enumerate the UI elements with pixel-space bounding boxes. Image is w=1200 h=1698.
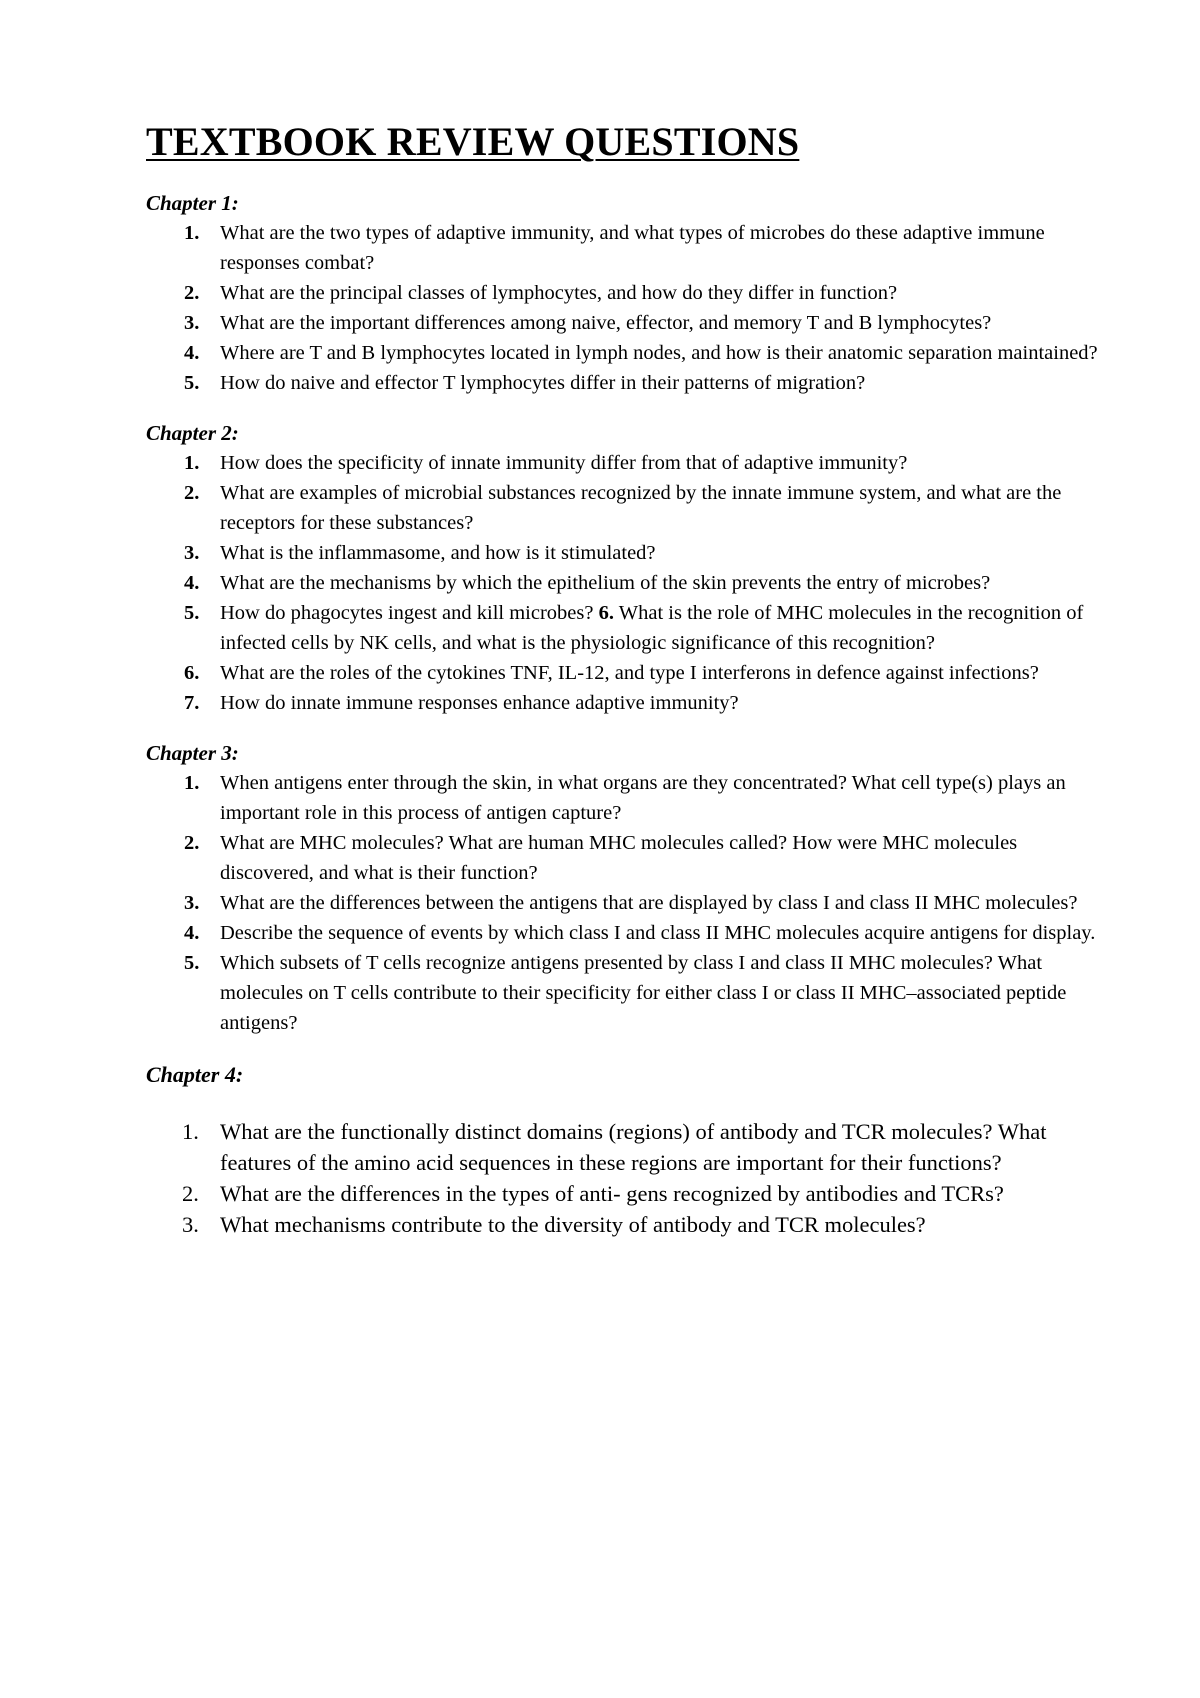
question-number: 4. [184,572,200,594]
chapter-3-section [146,738,1100,1038]
question-text: What are MHC molecules? What are human MHC molecules called? How were MHC molecules discovered, and what is their function? [220,832,1018,884]
question-text: What is the inflammasome, and how is it stimulated? [220,542,656,564]
question-item [146,308,1100,338]
question-text: How do naive and effector T lymphocytes differ in their patterns of migration? [220,372,866,394]
question-text: How do innate immune responses enhance adaptive immunity? [220,692,739,714]
question-number: 7. [184,692,200,714]
question-number: 1. [182,1119,199,1144]
question-text: What are the two types of adaptive immunity, and what types of microbes do these adaptive immune responses combat? [220,222,1045,274]
chapter-4-section [146,1060,1100,1240]
chapter-1-section [146,188,1100,398]
question-list [146,1116,1100,1240]
question-text: What are the functionally distinct domains (regions) of antibody and TCR molecules? What features of the amino acid sequences in these regions are important for their functions? [220,1119,1047,1175]
question-text: What are the principal classes of lymphocytes, and how do they differ in function? [220,282,898,304]
question-number: 2. [182,1181,199,1206]
chapter-2-section [146,418,1100,718]
question-item [146,888,1100,918]
question-text: When antigens enter through the skin, in what organs are they concentrated? What cell type(s) plays an important role in this process of antigen capture? [220,772,1066,824]
question-item [146,368,1100,398]
question-item [146,448,1100,478]
question-text: What are examples of microbial substances recognized by the innate immune system, and what are the receptors for these substances? [220,482,1062,534]
question-text: What are the roles of the cytokines TNF, IL-12, and type I interferons in defence against infections? [220,662,1039,684]
question-item [146,768,1100,828]
chapter-heading: Chapter 4: [146,1062,244,1087]
question-item [146,278,1100,308]
document-title: TEXTBOOK REVIEW QUESTIONS [146,119,800,164]
question-item [146,338,1100,368]
chapter-heading: Chapter 3: [146,741,239,765]
question-item [146,1178,1100,1209]
question-number: 3. [184,542,200,564]
inline-question-number: 6. [598,602,614,624]
question-number: 3. [184,312,200,334]
question-number: 5. [184,602,200,624]
question-number: 2. [184,832,200,854]
question-number: 3. [184,892,200,914]
question-text: What are the differences between the antigens that are displayed by class I and class II MHC molecules? [220,892,1078,914]
question-text: Which subsets of T cells recognize antigens presented by class I and class II MHC molecules? What molecules on T cells contribute to their specificity for either class I or class II MHC–associated peptide antigens? [220,952,1067,1034]
question-text-part: What is the role of MHC molecules in the recognition of infected cells by NK cells, and what is the physiologic significance of this recognition? [220,602,1084,654]
question-text: What are the important differences among naive, effector, and memory T and B lymphocytes? [220,312,992,334]
question-text-part: How do phagocytes ingest and kill microbes? [220,602,594,624]
question-text: What are the differences in the types of anti- gens recognized by antibodies and TCRs? [220,1181,1004,1206]
question-text: Describe the sequence of events by which class I and class II MHC molecules acquire antigens for display. [220,922,1096,944]
question-item [146,218,1100,278]
question-number: 1. [184,452,200,474]
question-text: What are the mechanisms by which the epithelium of the skin prevents the entry of microbes? [220,572,991,594]
question-item [146,948,1100,1038]
question-item [146,538,1100,568]
question-list [146,768,1100,1038]
question-number: 6. [184,662,200,684]
question-number: 1. [184,772,200,794]
question-text: What mechanisms contribute to the diversity of antibody and TCR molecules? [220,1212,926,1237]
question-item [146,1116,1100,1178]
question-number: 4. [184,342,200,364]
chapter-heading: Chapter 2: [146,421,239,445]
question-number: 4. [184,922,200,944]
question-item [146,568,1100,598]
question-item [146,918,1100,948]
question-text: Where are T and B lymphocytes located in lymph nodes, and how is their anatomic separation maintained? [220,342,1098,364]
question-number: 5. [184,952,200,974]
question-number: 1. [184,222,200,244]
question-item [146,598,1100,658]
question-item [146,1209,1100,1240]
question-item [146,828,1100,888]
chapter-heading: Chapter 1: [146,191,239,215]
question-number: 5. [184,372,200,394]
question-number: 2. [184,482,200,504]
question-item [146,658,1100,688]
question-item [146,688,1100,718]
question-text [220,598,1100,658]
question-list [146,448,1100,718]
question-text: How does the specificity of innate immunity differ from that of adaptive immunity? [220,452,908,474]
question-number: 3. [182,1212,199,1237]
question-list [146,218,1100,398]
question-item [146,478,1100,538]
question-number: 2. [184,282,200,304]
